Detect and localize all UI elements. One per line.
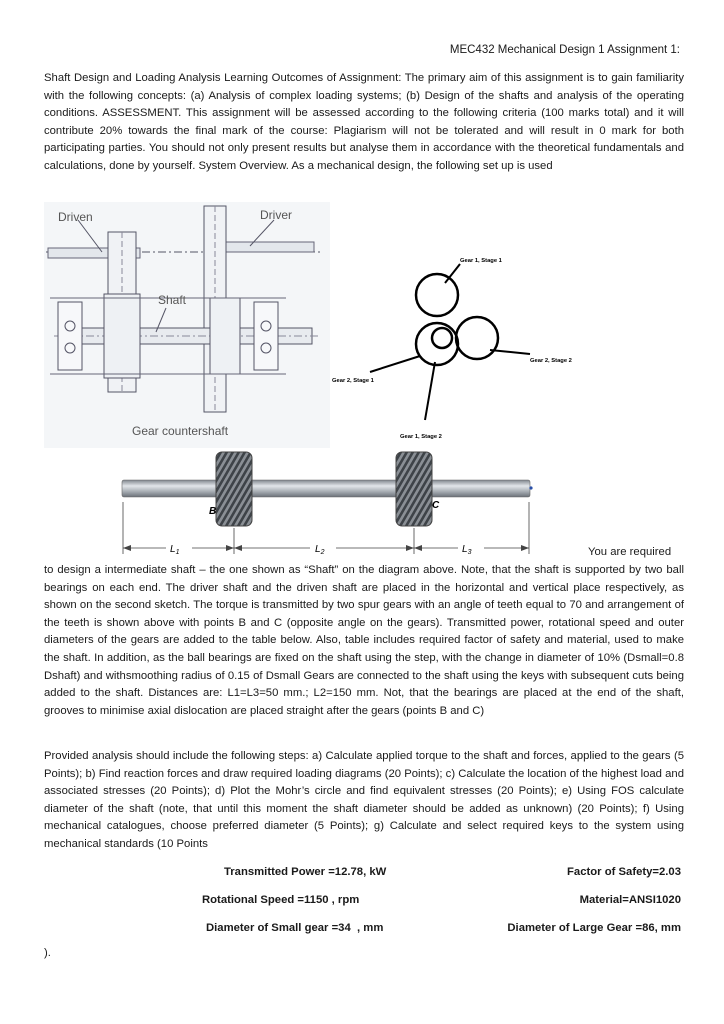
design-requirements-paragraph: to design a intermediate shaft – the one shown as “Shaft” on the diagram above. Note, that the shaft is supported by two ball bearings on each end. The driver shaft and the driven shaft are placed in the horizontal and vertical place respectively, as shown on the second sketch. The torque is transmitted by two spur gears with an angle of teeth equal to 70 and arrangement of the teeth is shown above with points B and C (opposite angle on the gears). Transmitted power, rotational speed and outer diameters of the gears are added to the table below. Also, table includes required factor of safety and material, used to make the shaft. In addition, as the ball bearings are fixed on the shaft using the step, with the change in diameter of 10% (Dsmall=0.8 Dshaft) and withsmoothing radius of 0.15 of Dsmall Gears are connected to the shaft using the keys with subsequent cuts being added to the shaft. Distances are: L1=L3=50 mm.; L2=150 mm. Not, that the bearings are placed at the end of the shaft, grooves to minimise axial dislocation are placed straight after the gears (points B and C)	[44, 564, 684, 717]
shaft-label: Shaft	[158, 293, 187, 307]
material: Material=ANSI1020	[579, 894, 681, 906]
required-text-start: You are required	[588, 546, 672, 558]
driver-label: Driver	[260, 208, 292, 222]
small-gear-diameter: Diameter of Small gear =34 , mm	[206, 922, 384, 934]
shaft-with-gears-figure	[110, 444, 540, 558]
point-c-label: C	[432, 500, 440, 511]
transmitted-power: Transmitted Power =12.78, kW	[224, 866, 387, 878]
gear-1-stage-1	[416, 274, 458, 316]
gear-arrangement-sketch	[330, 250, 684, 448]
gear-countershaft-caption: Gear countershaft	[132, 424, 229, 438]
gear-countershaft-figure	[44, 202, 330, 448]
intermediate-shaft	[122, 480, 530, 497]
gear-1-stage-1-label: Gear 1, Stage 1	[460, 258, 502, 264]
analysis-steps-paragraph: Provided analysis should include the following steps: a) Calculate applied torque to the shaft and forces, applied to the gears (5 Points); b) Find reaction forces and draw required loading diagrams (20 Points); c) Calculate the location of the highest load and associated stresses (20 Points); d) Plot the Mohr’s circle and find equivalent stresses (20 Points); e) Using FOS calculate diameter of the shaft (note, that until this moment the shaft diameter should be added as unknown) (20 Points); f) Using mechanical catalogues, choose preferred diameter (5 Points); g) Calculate and select required keys to the system using mechanical standards (10 Points	[44, 750, 684, 850]
point-b-label: B	[209, 506, 217, 517]
dimension-l2: $L_2$	[315, 544, 325, 556]
gear-1-stage-2	[432, 328, 452, 348]
large-gear-diameter: Diameter of Large Gear =86, mm	[507, 922, 681, 934]
document-header: MEC432 Mechanical Design 1 Assignment 1:	[449, 44, 680, 56]
dimension-l1: $L_1$	[170, 544, 180, 556]
gear-2-stage-2-label: Gear 2, Stage 2	[530, 358, 572, 364]
driven-label: Driven	[58, 210, 93, 224]
dimension-l3: $L_3$	[462, 544, 472, 556]
gear-b	[216, 452, 252, 526]
rotational-speed: Rotational Speed =1150 , rpm	[202, 894, 360, 906]
gear-1-stage-2-label: Gear 1, Stage 2	[400, 434, 442, 440]
factor-of-safety: Factor of Safety=2.03	[567, 866, 681, 878]
closing-bracket: ).	[44, 947, 51, 959]
gear-2-stage-2	[456, 317, 498, 359]
gear-c	[396, 452, 432, 526]
intro-paragraph: Shaft Design and Loading Analysis Learning Outcomes of Assignment: The primary aim of this assignment is to gain familiarity with the following concepts: (a) Analysis of complex loading systems; (b) Design of the shafts and analysis of the operating conditions. ASSESSMENT. This assignment will be assessed according to the following criteria (100 marks total) and it will contribute 20% towards the final mark of the course: Plagiarism will not be tolerated and will result in 0 mark for both participating parties. You should not only present results but analyse them in accordance with the theoretical fundamentals and calculations, done by yourself. System Overview. As a mechanical design, the following set up is used	[44, 72, 684, 172]
gear-2-stage-1-label: Gear 2, Stage 1	[332, 378, 374, 384]
